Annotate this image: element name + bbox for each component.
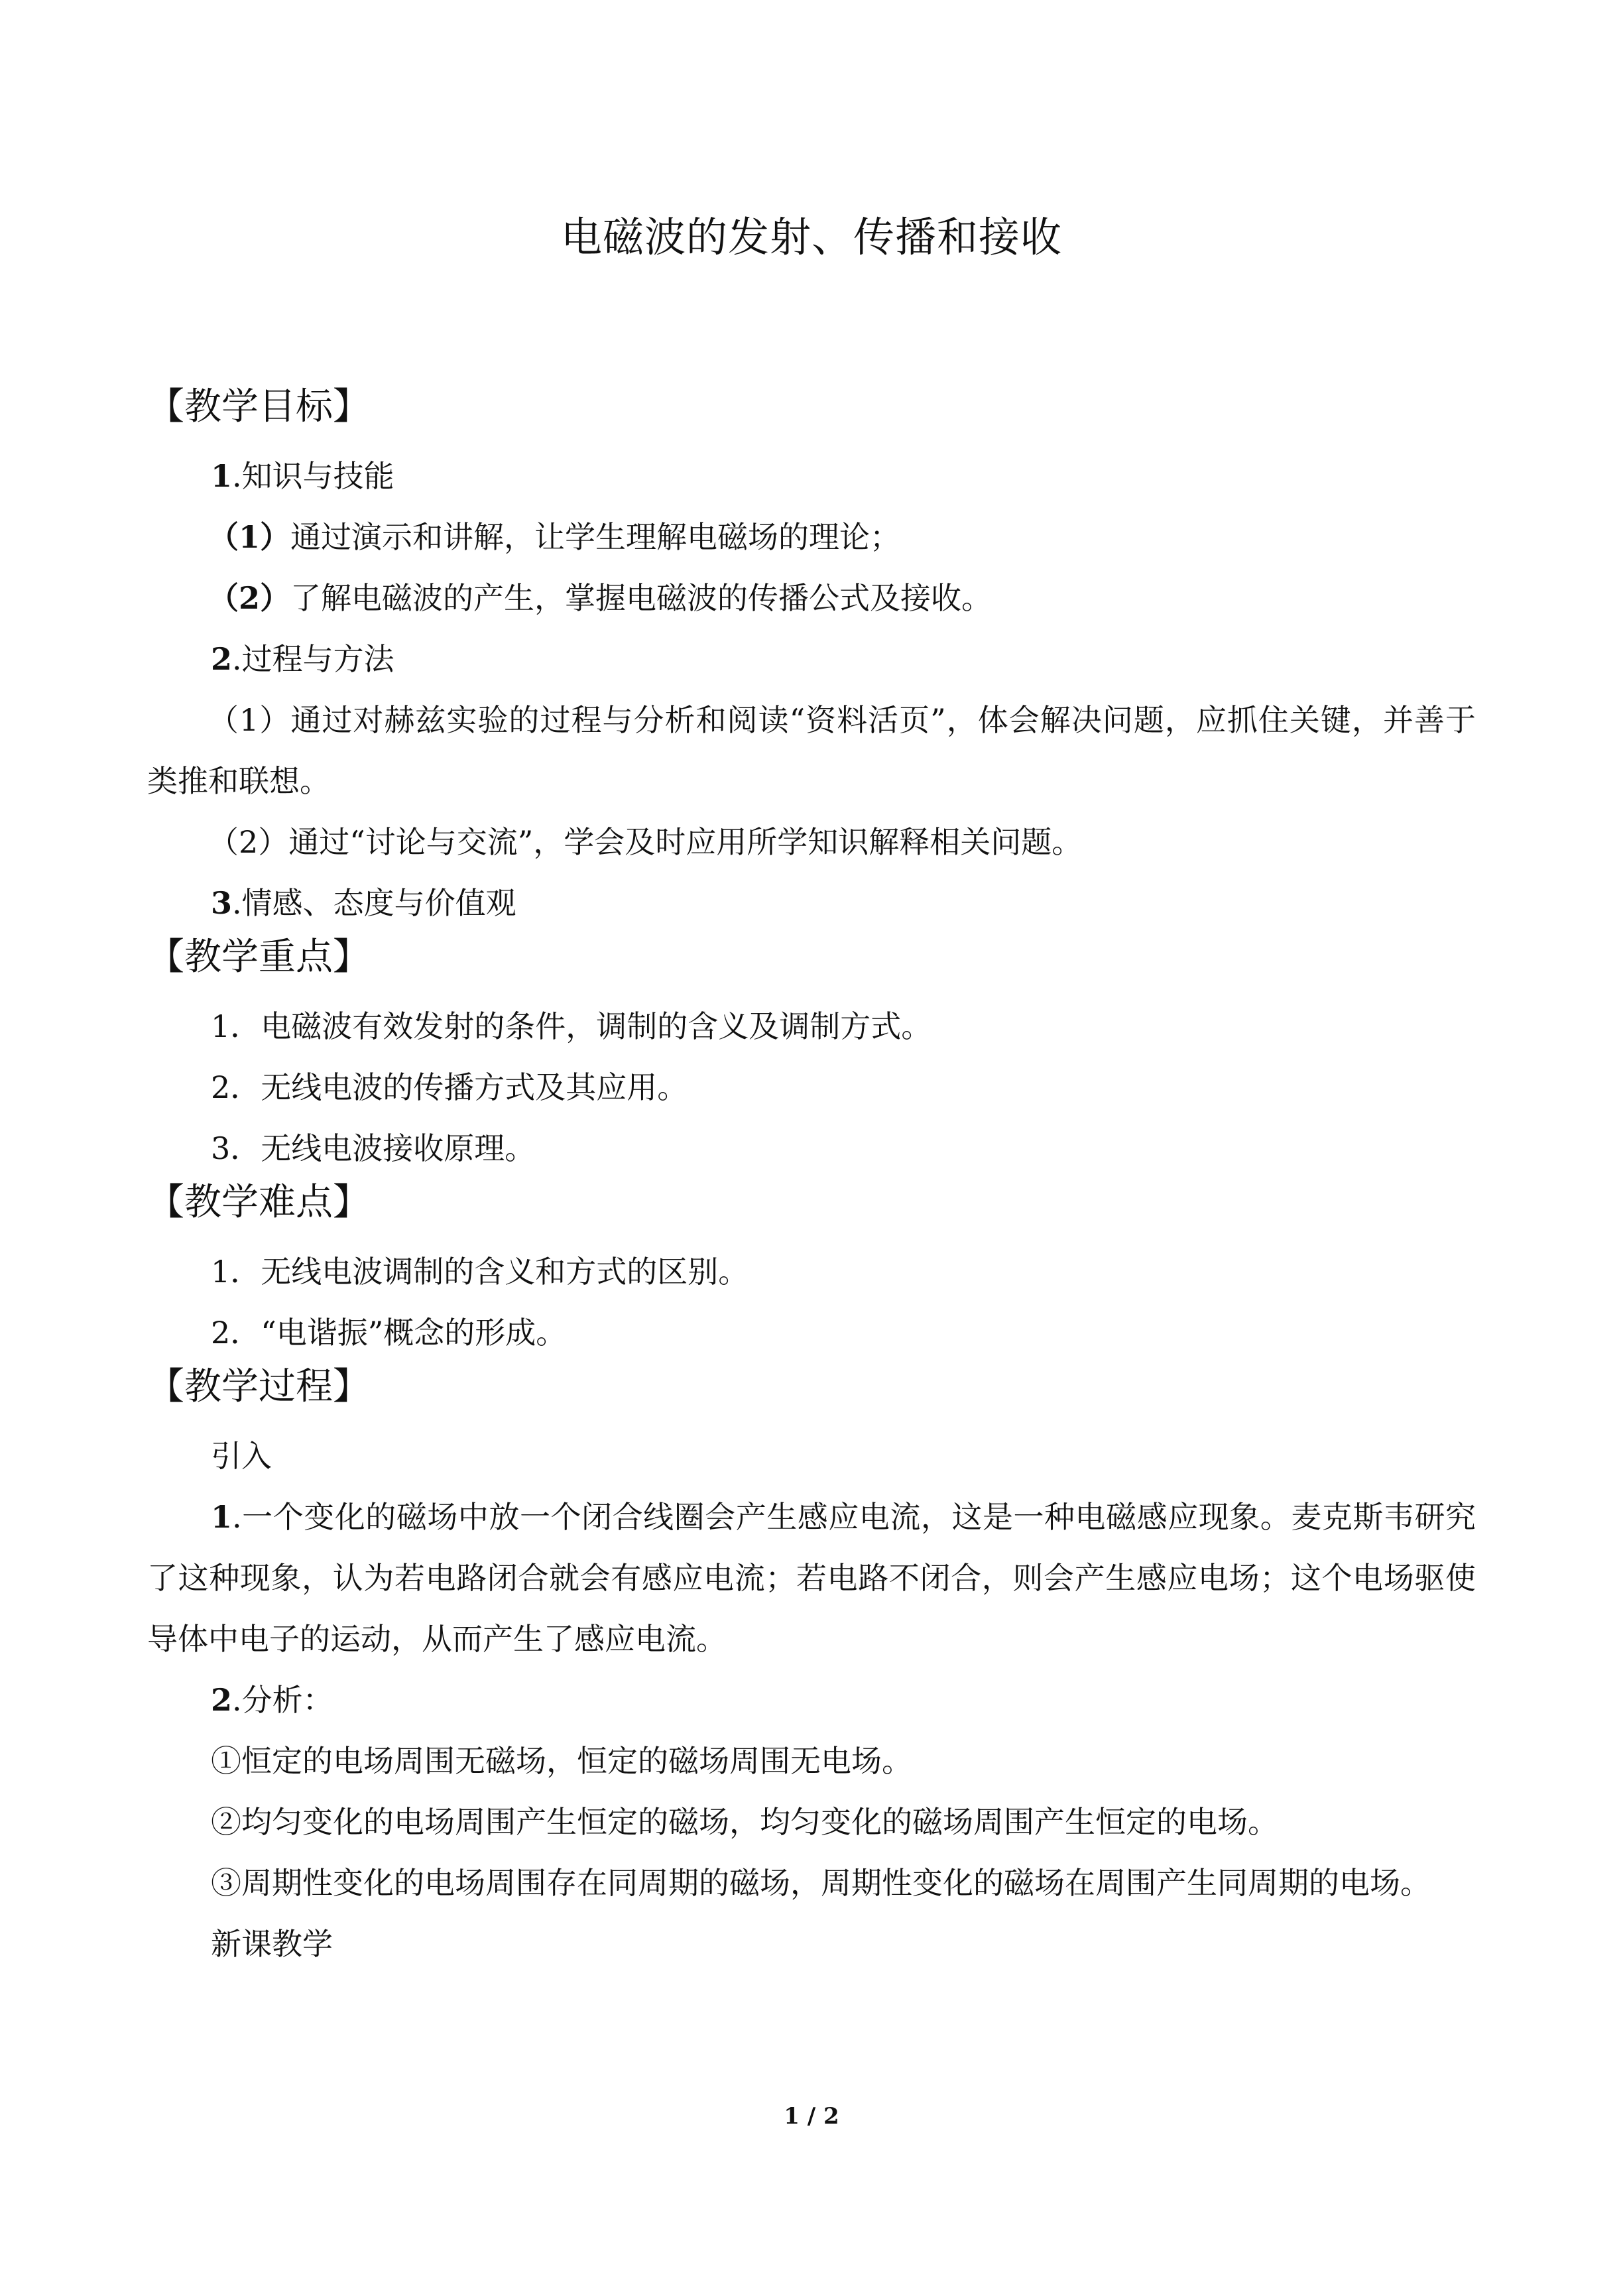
document-body xyxy=(147,383,1476,1974)
section-heading-process: 【教学过程】 xyxy=(147,1365,370,1408)
section-objectives xyxy=(147,383,1476,934)
process-paragraph-2 xyxy=(147,1669,1476,1730)
objective-item-1-sub-2-text: 了解电磁波的产生，掌握电磁波的传播公式及接收。 xyxy=(290,580,992,616)
process-paragraph-1-text: .一个变化的磁场中放一个闭合线圈会产生感应电流，这是一种电磁感应现象。麦克斯韦研究了这种现象，认为若电路闭合就会有感应电流；若电路不闭合，则会产生感应电场；这个电场驱使导体中电子的运动，从而产生了感应电流。 xyxy=(147,1499,1476,1657)
objective-item-2-sub-2: （2）通过“讨论与交流”，学会及时应用所学知识解释相关问题。 xyxy=(208,824,1083,860)
objective-item-2-text: .过程与方法 xyxy=(232,641,394,677)
process-paragraph-2-text: .分析： xyxy=(232,1682,333,1718)
objective-item-2 xyxy=(147,629,1476,690)
objective-item-1-sub-2 xyxy=(147,568,1476,629)
objective-item-1-sub-1-text: 通过演示和讲解，让学生理解电磁场的理论； xyxy=(290,519,901,555)
analysis-item: ②均匀变化的电场周围产生恒定的磁场，均匀变化的磁场周围产生恒定的电场。 xyxy=(211,1804,1278,1840)
process-paragraph-2-number: 2 xyxy=(211,1682,233,1718)
analysis-item: ③周期性变化的电场周围存在同周期的磁场，周期性变化的磁场在周围产生同周期的电场。 xyxy=(211,1865,1431,1901)
objective-item-3 xyxy=(147,873,1476,934)
section-key-points xyxy=(147,934,1476,1179)
objective-item-2-sub-1: （1）通过对赫兹实验的过程与分析和阅读“资料活页”，体会解决问题，应抓住关键，并善于类推和联想。 xyxy=(147,702,1476,799)
process-new-lesson-label: 新课教学 xyxy=(211,1926,333,1962)
section-difficulties xyxy=(147,1179,1476,1363)
objective-item-2-number: 2 xyxy=(211,641,233,677)
key-point-item: 1．电磁波有效发射的条件，调制的含义及调制方式。 xyxy=(211,1008,932,1044)
difficulty-item: 1．无线电波调制的含义和方式的区别。 xyxy=(211,1254,749,1290)
process-paragraph-1 xyxy=(147,1486,1476,1669)
section-heading-key-points: 【教学重点】 xyxy=(147,936,370,979)
section-heading-difficulties: 【教学难点】 xyxy=(147,1181,370,1224)
objective-item-1-text: .知识与技能 xyxy=(232,458,394,494)
objective-item-1 xyxy=(147,446,1476,507)
analysis-item: ①恒定的电场周围无磁场，恒定的磁场周围无电场。 xyxy=(211,1743,912,1779)
key-point-item: 3．无线电波接收原理。 xyxy=(211,1130,536,1166)
objective-item-1-sub-1-number: （1） xyxy=(208,519,291,555)
objective-item-1-sub-1 xyxy=(147,507,1476,568)
objective-item-3-number: 3 xyxy=(211,885,233,921)
objective-item-1-sub-2-number: （2） xyxy=(208,580,291,616)
section-process xyxy=(147,1363,1476,1974)
document-title: 电磁波的发射、传播和接收 xyxy=(560,213,1062,261)
process-intro-label: 引入 xyxy=(211,1438,272,1474)
process-paragraph-1-number: 1 xyxy=(211,1499,233,1535)
difficulty-item: 2．“电谐振”概念的形成。 xyxy=(211,1315,567,1351)
objective-item-1-number: 1 xyxy=(211,458,233,494)
page-number: 1 / 2 xyxy=(784,2103,839,2130)
section-heading-objectives: 【教学目标】 xyxy=(147,385,370,428)
key-point-item: 2．无线电波的传播方式及其应用。 xyxy=(211,1069,688,1105)
objective-item-3-text: .情感、态度与价值观 xyxy=(232,885,516,921)
